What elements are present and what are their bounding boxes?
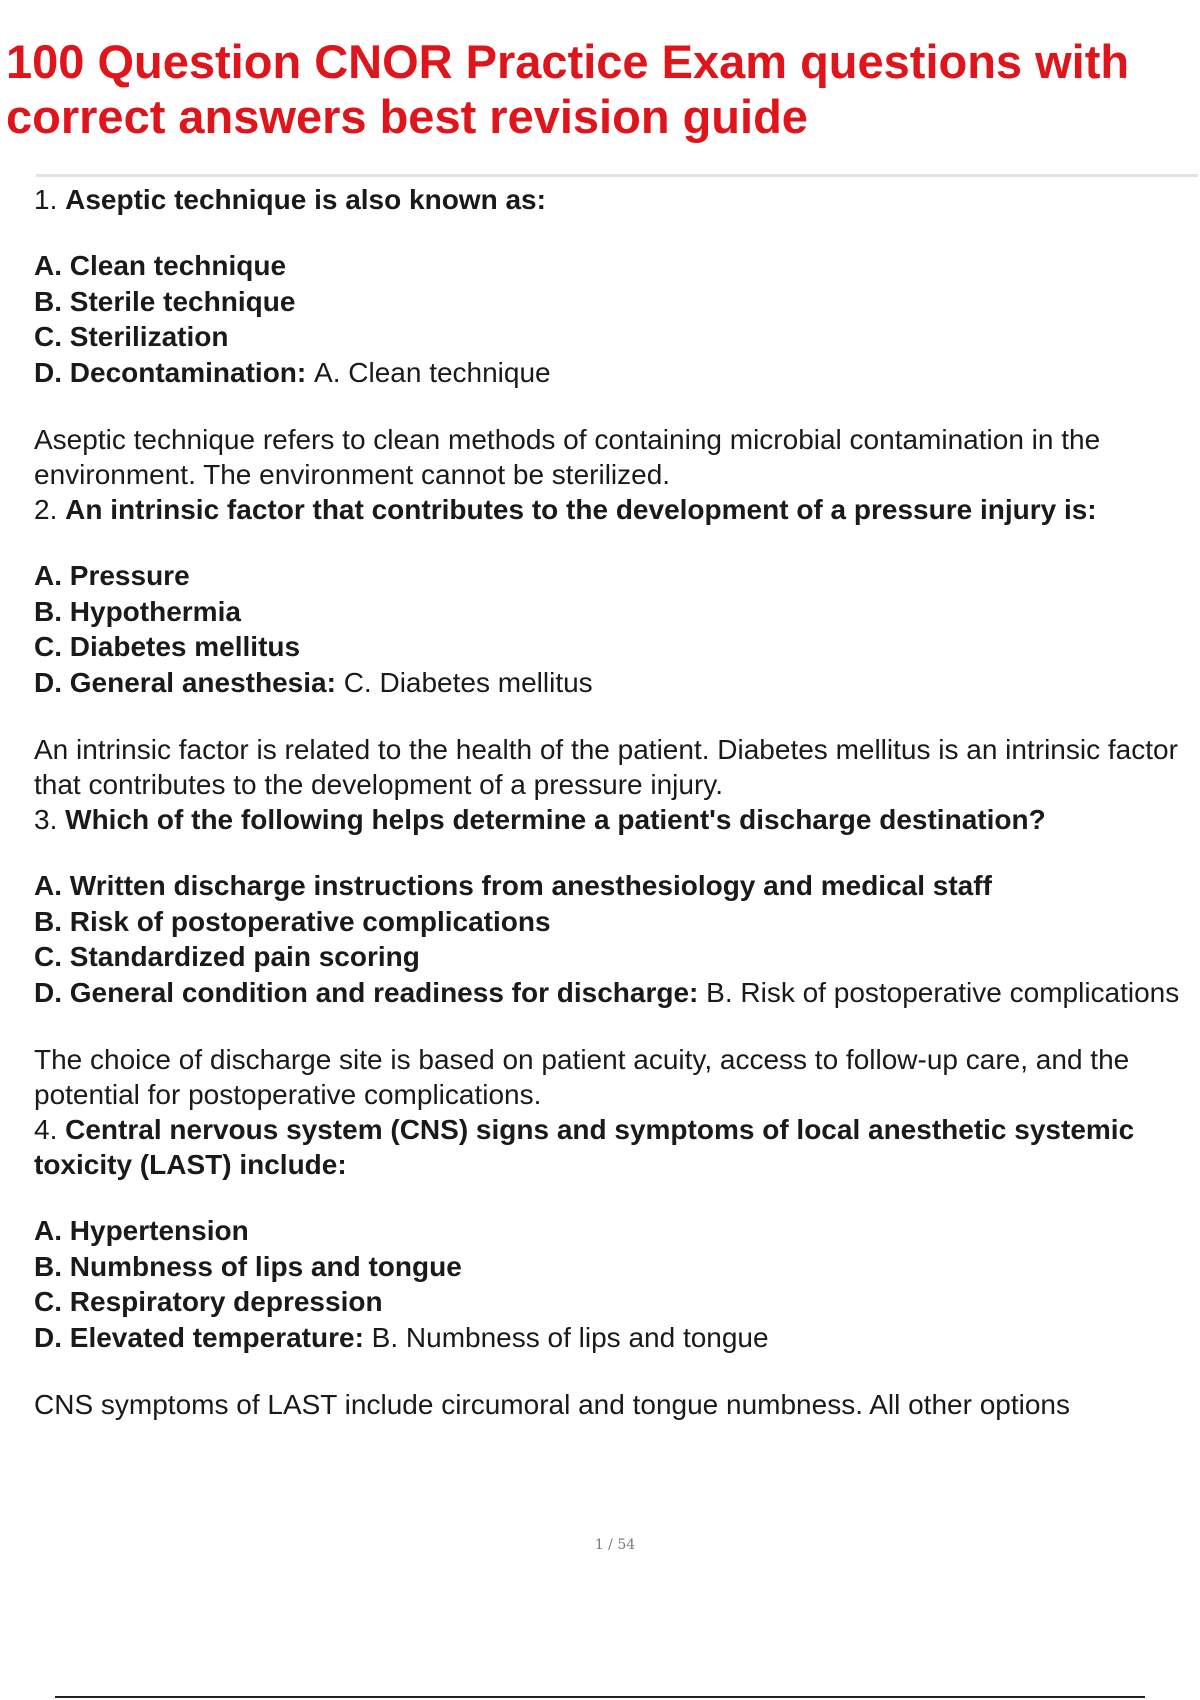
document-title: 100 Question CNOR Practice Exam questions with correct answers best revision guide [6,35,1130,143]
question-1-answer: A. Clean technique [314,356,551,388]
question-1-option-b: B. Sterile technique [34,285,296,317]
question-1-option-c: C. Sterilization [34,321,229,352]
question-3-option-a: A. Written discharge instructions from anesthesiology and medical staff [34,870,992,901]
question-3-option-d [34,975,1198,1011]
question-1-option-d [34,355,1198,391]
question-2-options [34,558,1198,700]
question-4-option-b: B. Numbness of lips and tongue [34,1250,462,1282]
question-3-answer: B. Risk of postoperative complications [706,976,1180,1008]
title-divider [36,174,1198,177]
question-2-option-d [34,665,1198,701]
question-block-4 [34,1112,1198,1422]
question-1-options [34,248,1198,390]
question-3-option-c: C. Standardized pain scoring [34,941,420,972]
question-3-option-b: B. Risk of postoperative complications [34,905,551,937]
question-1-number: 1. [34,184,58,215]
question-2-option-a: A. Pressure [34,560,190,591]
page-bottom-rule [55,1696,1145,1698]
question-3-options [34,868,1198,1010]
question-3 [34,802,1198,837]
question-3-number: 3. [34,804,58,835]
question-2 [34,492,1198,527]
question-1-text: Aseptic technique is also known as: [65,184,546,215]
question-4-explanation: CNS symptoms of LAST include circumoral and tongue numbness. All other options [34,1389,1070,1420]
question-4-options [34,1213,1198,1355]
question-list [34,182,1198,1422]
question-block-1 [34,182,1198,492]
question-4-text: Central nervous system (CNS) signs and symptoms of local anesthetic systemic toxicity (LAST) include: [34,1114,1135,1180]
question-4-option-a: A. Hypertension [34,1215,249,1246]
question-2-explanation: An intrinsic factor is related to the health of the patient. Diabetes mellitus is an intrinsic factor that contributes to the development of a pressure injury. [34,734,1178,800]
question-4-number: 4. [34,1114,58,1145]
question-4 [34,1112,1198,1182]
question-1 [34,182,1198,217]
question-block-3 [34,802,1198,1112]
question-1-option-a: A. Clean technique [34,250,287,281]
question-1-option-d-label: D. Decontamination: [34,356,307,388]
question-2-option-d-label: D. General anesthesia: [34,666,336,698]
question-4-option-c: C. Respiratory depression [34,1286,383,1317]
question-2-option-c: C. Diabetes mellitus [34,631,301,662]
page-number: 1 / 54 [594,1537,636,1553]
question-block-2 [34,492,1198,802]
question-4-option-d-label: D. Elevated temperature: [34,1321,364,1353]
question-2-answer: C. Diabetes mellitus [343,666,593,698]
question-2-option-b: B. Hypothermia [34,595,241,627]
question-3-explanation: The choice of discharge site is based on patient acuity, access to follow-up care, and the potential for postoperative complications. [34,1044,1130,1110]
question-1-explanation: Aseptic technique refers to clean methods of containing microbial contamination in the environment. The environment cannot be sterilized. [34,424,1101,490]
question-4-option-d [34,1320,1198,1356]
question-2-number: 2. [34,494,58,525]
question-3-option-d-label: D. General condition and readiness for discharge: [34,976,699,1008]
question-4-answer: B. Numbness of lips and tongue [371,1321,769,1353]
question-3-text: Which of the following helps determine a patient's discharge destination? [65,804,1046,835]
question-2-text: An intrinsic factor that contributes to the development of a pressure injury is: [65,494,1097,525]
